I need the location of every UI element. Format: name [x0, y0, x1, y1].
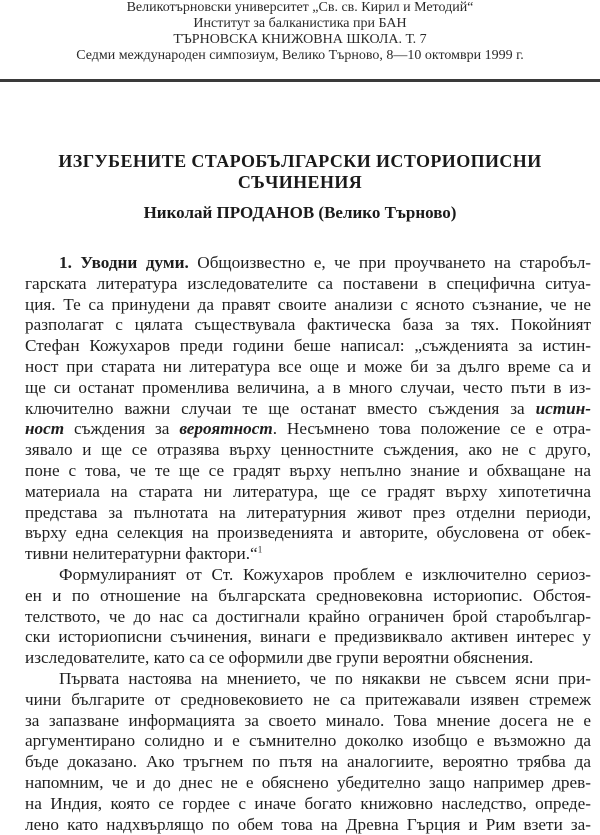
text-line: [25, 711, 591, 732]
article-title-line-2: СЪЧИНЕНИЯ: [237, 172, 363, 192]
text-line: [25, 419, 591, 440]
text-line: [25, 336, 591, 357]
text-line: [25, 731, 591, 752]
text-line: [25, 669, 591, 690]
text-line: [25, 357, 591, 378]
text-line: [25, 648, 591, 669]
text-run: представа за пълнотата на литературния живот през отделни периоди,: [25, 502, 591, 522]
emphasized-term: ност: [25, 419, 65, 439]
header-symposium: Седми международен симпозиум, Велико Търново, 8—10 октомври 1999 г.: [76, 48, 524, 63]
text-line: [25, 607, 591, 628]
text-line: [25, 274, 591, 295]
emphasized-term: вероятност: [179, 419, 273, 439]
text-run: тивни нелитературни фактори.“: [25, 544, 258, 564]
text-run: поне с това, че те ще се градят върху непълно знание и обхващане на: [25, 460, 591, 480]
running-header: [0, 0, 600, 64]
text-run: Общоизвестно е, че при проучването на старобъл-: [188, 253, 592, 272]
text-run: чини българите от средновековието не са притежавали изявен стремеж: [25, 689, 591, 709]
text-run: Формулираният от Ст. Кожухаров проблем е изключително сериоз-: [59, 564, 591, 584]
article-title-line-1: ИЗГУБЕНИТЕ СТАРОБЪЛГАРСКИ ИСТОРИОПИСНИ: [58, 151, 542, 171]
title-block: [0, 151, 600, 223]
header-divider: [0, 79, 600, 82]
text-line: [25, 440, 591, 461]
text-run: Стефан Кожухаров преди години беше написал: „съжденията за истин-: [25, 336, 591, 356]
text-run: ен и по отношение на българската средновековна историопис. Обстоя-: [25, 585, 591, 605]
article-title: [0, 151, 600, 193]
text-line: [25, 315, 591, 336]
text-line: [25, 399, 591, 420]
header-institute: Институт за балканистика при БАН: [193, 16, 407, 31]
article-author: Николай ПРОДАНОВ (Велико Търново): [143, 203, 457, 222]
section-heading: 1. Уводни думи.: [59, 253, 189, 272]
text-line: [25, 523, 591, 544]
text-line: [25, 690, 591, 711]
text-run: ност при старата ни литература все още и може би за дълго време са и: [25, 356, 591, 376]
footnote-marker[interactable]: 1: [257, 544, 263, 555]
text-run: съждения за: [64, 419, 180, 439]
text-line: [25, 773, 591, 794]
text-run: ски историописни съчинения, винаги е предизвиквало активен интерес у: [25, 627, 591, 647]
text-line: [25, 378, 591, 399]
text-run: телството, че до нас са достигнали крайно ограничен брой старобългар-: [25, 606, 591, 626]
text-run: изследователите, като са се оформили две групи вероятни обяснения.: [25, 648, 534, 668]
text-run: зявало и ще се отразява върху ценностните съждения, ако не с друго,: [25, 440, 591, 460]
text-line: [25, 565, 591, 586]
text-line: [25, 627, 591, 648]
text-line: [25, 752, 591, 773]
text-line: [25, 482, 591, 503]
text-line: [25, 794, 591, 815]
text-run: материала на старата ни литература, ще се градят върху хипотетична: [25, 481, 591, 501]
emphasized-term: истин-: [535, 398, 591, 418]
text-line: [25, 503, 591, 524]
text-line: [25, 295, 591, 316]
text-run: разполагат с цялата съществувала фактическа база за тях. Покойният: [25, 315, 591, 335]
text-run: . Несъмнено това положение се е отра-: [272, 419, 591, 439]
text-run: ция. Те са принудени да правят своите анализи с ясното съзнание, че не: [25, 294, 591, 314]
text-run: върху една селекция на произведенията и авторите, обусловена от обек-: [25, 523, 591, 543]
text-run: гарската литература изследователите са поставени в специфична ситуа-: [25, 273, 591, 293]
text-line: [25, 815, 591, 835]
text-run: напомним, че и до днес не е обяснено убедително защо например древ-: [25, 772, 591, 792]
text-line: [25, 253, 591, 274]
text-run: ще си останат променлива величина, а в много случаи, често пъти в из-: [25, 377, 591, 397]
header-series: ТЪРНОВСКА КНИЖОВНА ШКОЛА. Т. 7: [173, 32, 427, 47]
article-body: [25, 253, 591, 835]
text-line: [25, 544, 591, 565]
text-run: за запазване информацията за своето минало. Това мнение досега не е: [25, 710, 591, 730]
text-run: Първата настоява на мнението, че по някакви не съвсем ясни при-: [59, 668, 591, 688]
text-run: лено като надхвърлящо по обем това на Древна Гърция и Рим взети за-: [25, 814, 591, 834]
text-run: ключително важни случаи те ще останат вместо съждения за: [25, 398, 536, 418]
text-run: на Индия, която се гордее с иначе богато книжовно наследство, опреде-: [25, 793, 591, 813]
header-university: Великотърновски университет „Св. св. Кирил и Методий“: [126, 0, 474, 15]
text-run: бъде доказано. Ако тръгнем по пътя на аналогиите, вероятно трябва да: [25, 752, 591, 772]
text-line: [25, 586, 591, 607]
text-run: аргументирано солидно и е съмнително доколко изобщо е възможно да: [25, 731, 591, 751]
text-line: [25, 461, 591, 482]
